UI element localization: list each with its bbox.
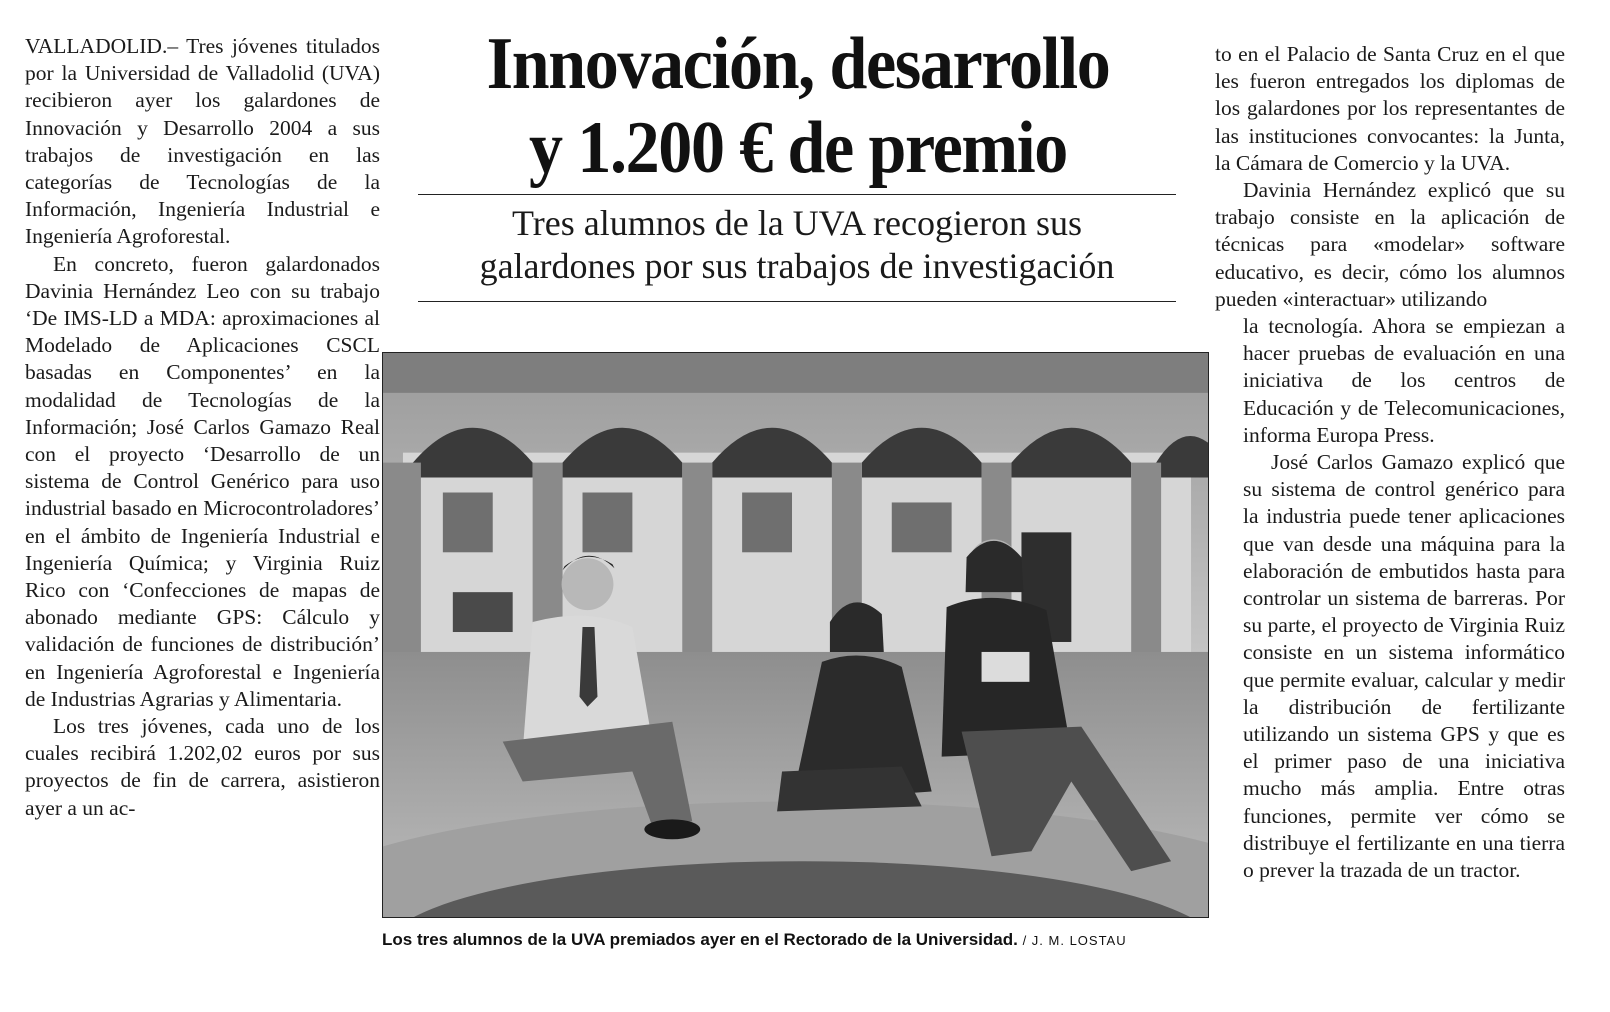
- rule-top: [418, 194, 1176, 195]
- left-column: [25, 33, 380, 822]
- news-photo: [382, 352, 1209, 918]
- photo-credit: / J. M. LOSTAU: [1022, 933, 1127, 948]
- paragraph-2: En concreto, fueron galardonados Davinia Hernández Leo con su trabajo ‘De IMS-LD a MDA: aproximaciones al Modelado de Aplicaciones CSCL basadas en Componentes’ en la modalidad de Tecnologías de la Información; José Carlos Gamazo Real con el proyecto ‘Desarrollo de un sistema de Control Genérico para uso industrial basado en Microcontroladores’ en el ámbito de Ingeniería Industrial e Ingeniería Química; y Virginia Ruiz Rico con ‘Confecciones de mapas de abonado mediante GPS: Cálculo y validación de funciones de distribución’ en Ingeniería Agroforestal e Ingeniería de Industrias Agrarias y Alimentaria.: [25, 251, 380, 711]
- paragraph-3: Los tres jóvenes, cada uno de los cuales recibirá 1.202,02 euros por sus proyectos de fin de carrera, asistieron ayer a un ac-: [25, 714, 380, 820]
- headline-line-1: Innovación, desarrollo: [486, 23, 1110, 105]
- headline: [448, 22, 1147, 190]
- headline-line-2: y 1.200 € de premio: [529, 107, 1067, 189]
- paragraph-4: to en el Palacio de Santa Cruz en el que les fueron entregados los diplomas de los galardones por los representantes de las instituciones convocantes: la Junta, la Cámara de Comercio y la UVA.: [1215, 42, 1565, 175]
- subheadline-line-2: galardones por sus trabajos de investigación: [479, 246, 1115, 286]
- paragraph-1: VALLADOLID.– Tres jóvenes titulados por la Universidad de Valladolid (UVA) recibieron ayer los galardones de Innovación y Desarrollo 2004 a sus trabajos de investigación en las categorías de Tecnologías de la Información, Ingeniería Industrial e Ingeniería Agroforestal.: [25, 34, 380, 249]
- paragraph-5: Davinia Hernández explicó que su trabajo consiste en la aplicación de técnicas para «modelar» software educativo, es decir, cómo los alumnos pueden «interactuar» utilizando: [1215, 178, 1565, 311]
- caption-text: Los tres alumnos de la UVA premiados ayer en el Rectorado de la Universidad.: [382, 930, 1018, 949]
- paragraph-6: la tecnología. Ahora se empiezan a hacer pruebas de evaluación en una iniciativa de los centros de Educación y de Telecomunicaciones, informa Europa Press.: [1243, 314, 1565, 447]
- right-column: [1215, 41, 1565, 884]
- paragraph-7: José Carlos Gamazo explicó que su sistema de control genérico para la industria puede tener aplicaciones que van desde una máquina para la elaboración de embutidos hasta para controlar un sistema de barreras. Por su parte, el proyecto de Virginia Ruiz consiste en un sistema informático que permite evaluar, calcular y medir la distribución de fertilizante utilizando un sistema GPS y que es el primer paso de una iniciativa mucho más amplia. Entre otras funciones, permite ver cómo se distribuye el fertilizante en una tierra o prever la trazada de un tractor.: [1243, 450, 1565, 883]
- subheadline-line-1: Tres alumnos de la UVA recogieron sus: [512, 203, 1082, 243]
- subheadline: [418, 202, 1176, 288]
- right-column-inset: [1243, 313, 1565, 884]
- photo-illustration: [383, 353, 1208, 917]
- photo-caption: [382, 928, 1212, 953]
- rule-bottom: [418, 301, 1176, 302]
